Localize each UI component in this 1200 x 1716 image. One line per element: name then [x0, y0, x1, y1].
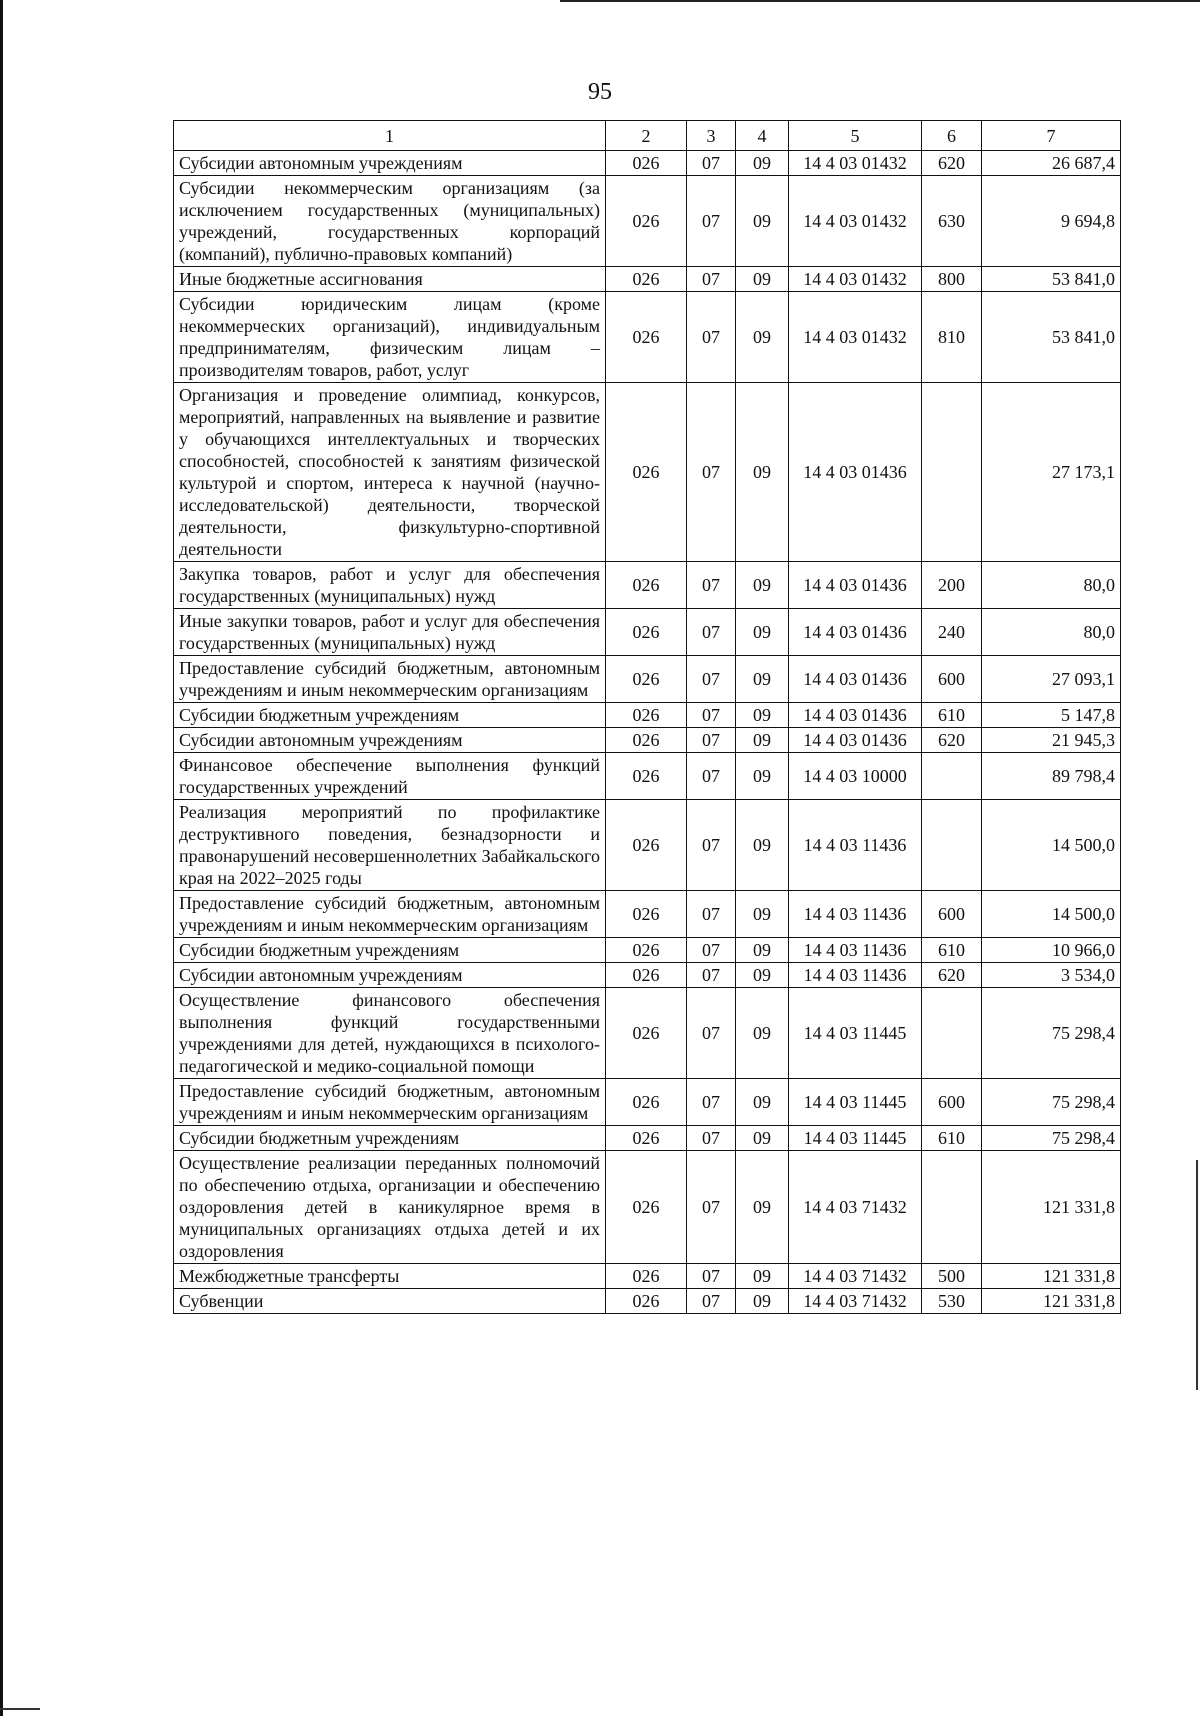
row-col-3: 07 — [687, 891, 736, 938]
table-row — [174, 1264, 1121, 1289]
row-col-5: 14 4 03 01436 — [789, 728, 922, 753]
row-col-7: 75 298,4 — [982, 1126, 1121, 1151]
row-name: Финансовое обеспечение выполнения функций государственных учреждений — [174, 753, 606, 800]
row-name: Осуществление финансового обеспечения выполнения функций государственными учреждениями для детей, нуждающихся в психолого-педагогической и медико-социальной помощи — [174, 988, 606, 1079]
row-col-7: 14 500,0 — [982, 800, 1121, 891]
row-col-6: 500 — [922, 1264, 982, 1289]
row-col-4: 09 — [736, 656, 789, 703]
row-col-3: 07 — [687, 1264, 736, 1289]
row-col-6 — [922, 383, 982, 562]
row-col-4: 09 — [736, 383, 789, 562]
row-col-6 — [922, 988, 982, 1079]
header-col-5: 5 — [789, 121, 922, 151]
row-name: Осуществление реализации переданных полномочий по обеспечению отдыха, организации и обеспечению оздоровления детей в каникулярное время в муниципальных организациях отдыха детей и их оздоровления — [174, 1151, 606, 1264]
row-name: Субвенции — [174, 1289, 606, 1314]
table-row — [174, 800, 1121, 891]
row-col-4: 09 — [736, 609, 789, 656]
row-col-6 — [922, 753, 982, 800]
row-col-2: 026 — [606, 988, 687, 1079]
row-col-6: 610 — [922, 1126, 982, 1151]
row-col-7: 75 298,4 — [982, 988, 1121, 1079]
row-col-2: 026 — [606, 703, 687, 728]
row-col-2: 026 — [606, 562, 687, 609]
row-col-6 — [922, 1151, 982, 1264]
row-col-5: 14 4 03 11445 — [789, 988, 922, 1079]
table-row — [174, 383, 1121, 562]
row-col-5: 14 4 03 11436 — [789, 938, 922, 963]
row-col-2: 026 — [606, 728, 687, 753]
row-col-3: 07 — [687, 1289, 736, 1314]
row-col-3: 07 — [687, 988, 736, 1079]
row-col-4: 09 — [736, 151, 789, 176]
row-col-3: 07 — [687, 1079, 736, 1126]
row-col-2: 026 — [606, 292, 687, 383]
row-col-2: 026 — [606, 176, 687, 267]
row-col-5: 14 4 03 11445 — [789, 1126, 922, 1151]
row-name: Реализация мероприятий по профилактике деструктивного поведения, безнадзорности и правонарушений несовершеннолетних Забайкальского края на 2022–2025 годы — [174, 800, 606, 891]
table-row — [174, 656, 1121, 703]
row-col-4: 09 — [736, 292, 789, 383]
row-col-6: 800 — [922, 267, 982, 292]
row-name: Субсидии автономным учреждениям — [174, 963, 606, 988]
table-row — [174, 1151, 1121, 1264]
row-col-6: 610 — [922, 938, 982, 963]
row-col-4: 09 — [736, 267, 789, 292]
row-col-6: 240 — [922, 609, 982, 656]
row-col-6: 610 — [922, 703, 982, 728]
row-col-3: 07 — [687, 703, 736, 728]
row-col-5: 14 4 03 71432 — [789, 1264, 922, 1289]
row-col-7: 53 841,0 — [982, 267, 1121, 292]
row-col-2: 026 — [606, 1264, 687, 1289]
table-row — [174, 938, 1121, 963]
row-col-4: 09 — [736, 938, 789, 963]
row-col-5: 14 4 03 11436 — [789, 800, 922, 891]
row-col-3: 07 — [687, 383, 736, 562]
row-col-5: 14 4 03 01436 — [789, 609, 922, 656]
row-col-2: 026 — [606, 151, 687, 176]
header-col-2: 2 — [606, 121, 687, 151]
row-col-7: 27 173,1 — [982, 383, 1121, 562]
row-name: Иные бюджетные ассигнования — [174, 267, 606, 292]
row-col-7: 121 331,8 — [982, 1151, 1121, 1264]
header-col-1: 1 — [174, 121, 606, 151]
row-col-5: 14 4 03 11445 — [789, 1079, 922, 1126]
table-row — [174, 753, 1121, 800]
row-name: Закупка товаров, работ и услуг для обеспечения государственных (муниципальных) нужд — [174, 562, 606, 609]
row-col-7: 89 798,4 — [982, 753, 1121, 800]
row-col-3: 07 — [687, 753, 736, 800]
table-row — [174, 267, 1121, 292]
table-row — [174, 1289, 1121, 1314]
row-col-6: 600 — [922, 891, 982, 938]
row-col-3: 07 — [687, 1151, 736, 1264]
row-col-3: 07 — [687, 609, 736, 656]
row-col-6: 810 — [922, 292, 982, 383]
table-row — [174, 151, 1121, 176]
row-col-6: 620 — [922, 151, 982, 176]
row-col-6: 620 — [922, 728, 982, 753]
row-col-6: 630 — [922, 176, 982, 267]
row-col-4: 09 — [736, 1289, 789, 1314]
row-col-2: 026 — [606, 891, 687, 938]
row-col-7: 121 331,8 — [982, 1289, 1121, 1314]
row-col-2: 026 — [606, 938, 687, 963]
row-col-7: 10 966,0 — [982, 938, 1121, 963]
scan-edge-top — [560, 0, 1200, 2]
scan-edge-bottom — [0, 1708, 40, 1710]
table-row — [174, 562, 1121, 609]
row-name: Субсидии автономным учреждениям — [174, 151, 606, 176]
row-col-5: 14 4 03 71432 — [789, 1151, 922, 1264]
table-row — [174, 703, 1121, 728]
row-name: Субсидии бюджетным учреждениям — [174, 1126, 606, 1151]
row-col-5: 14 4 03 10000 — [789, 753, 922, 800]
row-col-4: 09 — [736, 176, 789, 267]
row-col-4: 09 — [736, 988, 789, 1079]
row-col-2: 026 — [606, 753, 687, 800]
table-body — [174, 151, 1121, 1314]
table-row — [174, 1079, 1121, 1126]
row-col-5: 14 4 03 11436 — [789, 963, 922, 988]
row-col-2: 026 — [606, 1079, 687, 1126]
row-col-7: 121 331,8 — [982, 1264, 1121, 1289]
row-col-7: 80,0 — [982, 562, 1121, 609]
row-col-3: 07 — [687, 656, 736, 703]
row-name: Субсидии бюджетным учреждениям — [174, 938, 606, 963]
table-row — [174, 292, 1121, 383]
header-col-7: 7 — [982, 121, 1121, 151]
row-col-4: 09 — [736, 891, 789, 938]
row-name: Иные закупки товаров, работ и услуг для обеспечения государственных (муниципальных) нужд — [174, 609, 606, 656]
row-name: Предоставление субсидий бюджетным, автономным учреждениям и иным некоммерческим организациям — [174, 1079, 606, 1126]
header-col-6: 6 — [922, 121, 982, 151]
header-col-4: 4 — [736, 121, 789, 151]
scan-edge-left — [0, 0, 3, 1716]
row-col-5: 14 4 03 01436 — [789, 656, 922, 703]
row-col-2: 026 — [606, 800, 687, 891]
row-col-5: 14 4 03 71432 — [789, 1289, 922, 1314]
row-col-4: 09 — [736, 1151, 789, 1264]
header-col-3: 3 — [687, 121, 736, 151]
row-col-6 — [922, 800, 982, 891]
row-col-6: 600 — [922, 1079, 982, 1126]
table-row — [174, 176, 1121, 267]
row-col-3: 07 — [687, 292, 736, 383]
row-col-7: 53 841,0 — [982, 292, 1121, 383]
header-row — [174, 121, 1121, 151]
row-col-5: 14 4 03 01432 — [789, 151, 922, 176]
row-col-2: 026 — [606, 1126, 687, 1151]
row-col-7: 9 694,8 — [982, 176, 1121, 267]
row-col-5: 14 4 03 01436 — [789, 383, 922, 562]
row-name: Субсидии бюджетным учреждениям — [174, 703, 606, 728]
row-col-7: 14 500,0 — [982, 891, 1121, 938]
row-col-3: 07 — [687, 176, 736, 267]
row-col-2: 026 — [606, 383, 687, 562]
row-name: Предоставление субсидий бюджетным, автономным учреждениям и иным некоммерческим организациям — [174, 656, 606, 703]
row-col-4: 09 — [736, 800, 789, 891]
row-col-2: 026 — [606, 656, 687, 703]
row-col-5: 14 4 03 11436 — [789, 891, 922, 938]
row-col-7: 75 298,4 — [982, 1079, 1121, 1126]
row-col-7: 21 945,3 — [982, 728, 1121, 753]
row-col-4: 09 — [736, 963, 789, 988]
row-col-2: 026 — [606, 609, 687, 656]
row-col-3: 07 — [687, 800, 736, 891]
row-name: Субсидии юридическим лицам (кроме некоммерческих организаций), индивидуальным предпринимателям, физическим лицам – производителям товаров, работ, услуг — [174, 292, 606, 383]
row-col-2: 026 — [606, 1289, 687, 1314]
row-col-6: 530 — [922, 1289, 982, 1314]
row-col-6: 620 — [922, 963, 982, 988]
row-col-7: 3 534,0 — [982, 963, 1121, 988]
row-name: Субсидии автономным учреждениям — [174, 728, 606, 753]
row-col-3: 07 — [687, 562, 736, 609]
scan-edge-right — [1196, 1160, 1198, 1390]
row-name: Межбюджетные трансферты — [174, 1264, 606, 1289]
row-col-5: 14 4 03 01432 — [789, 267, 922, 292]
page-number: 95 — [588, 79, 612, 105]
row-col-3: 07 — [687, 938, 736, 963]
row-name: Субсидии некоммерческим организациям (за исключением государственных (муниципальных) учреждений, государственных корпораций (компаний), публично-правовых компаний) — [174, 176, 606, 267]
table-row — [174, 891, 1121, 938]
row-col-7: 27 093,1 — [982, 656, 1121, 703]
row-col-3: 07 — [687, 1126, 736, 1151]
row-col-2: 026 — [606, 267, 687, 292]
row-col-4: 09 — [736, 728, 789, 753]
row-col-4: 09 — [736, 1079, 789, 1126]
row-col-5: 14 4 03 01436 — [789, 562, 922, 609]
table-row — [174, 609, 1121, 656]
row-col-7: 5 147,8 — [982, 703, 1121, 728]
row-col-4: 09 — [736, 753, 789, 800]
row-col-4: 09 — [736, 1264, 789, 1289]
budget-table — [173, 120, 1121, 1314]
row-col-7: 80,0 — [982, 609, 1121, 656]
row-name: Организация и проведение олимпиад, конкурсов, мероприятий, направленных на выявление и развитие у обучающихся интеллектуальных и творческих способностей, способностей к занятиям физической культурой и спортом, интереса к научной (научно-исследовательской) деятельности, творческой деятельности, физкультурно-спортивной деятельности — [174, 383, 606, 562]
table-row — [174, 1126, 1121, 1151]
table-row — [174, 728, 1121, 753]
row-col-5: 14 4 03 01432 — [789, 176, 922, 267]
table-row — [174, 963, 1121, 988]
row-col-3: 07 — [687, 728, 736, 753]
row-col-4: 09 — [736, 703, 789, 728]
row-col-5: 14 4 03 01432 — [789, 292, 922, 383]
row-col-5: 14 4 03 01436 — [789, 703, 922, 728]
row-col-3: 07 — [687, 151, 736, 176]
row-col-6: 600 — [922, 656, 982, 703]
row-col-2: 026 — [606, 963, 687, 988]
row-col-7: 26 687,4 — [982, 151, 1121, 176]
row-col-4: 09 — [736, 562, 789, 609]
row-col-3: 07 — [687, 267, 736, 292]
row-col-6: 200 — [922, 562, 982, 609]
row-col-3: 07 — [687, 963, 736, 988]
table-row — [174, 988, 1121, 1079]
row-name: Предоставление субсидий бюджетным, автономным учреждениям и иным некоммерческим организациям — [174, 891, 606, 938]
row-col-4: 09 — [736, 1126, 789, 1151]
row-col-2: 026 — [606, 1151, 687, 1264]
